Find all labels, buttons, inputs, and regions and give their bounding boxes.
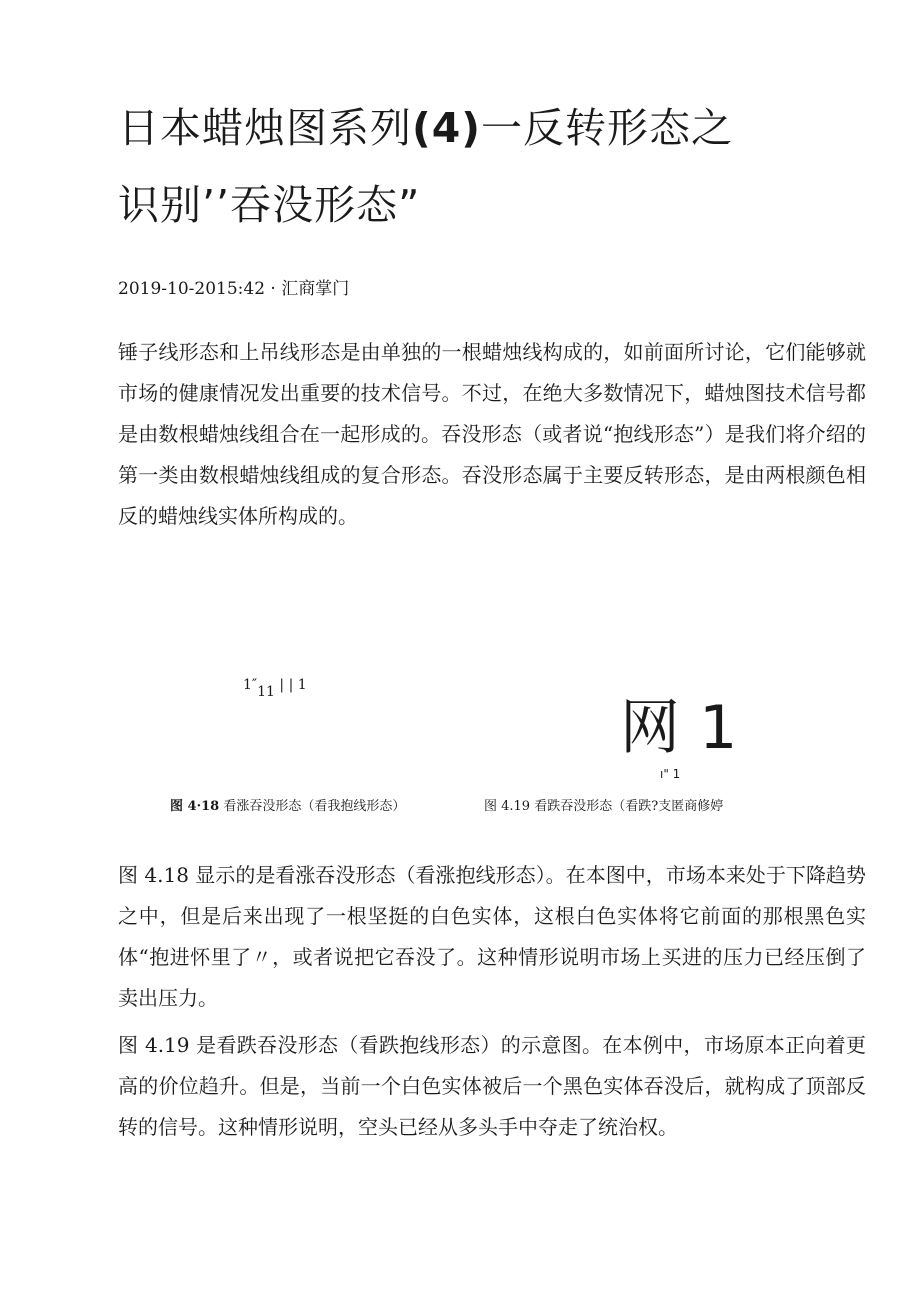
meta-separator: · <box>270 279 276 299</box>
figure-4-18-mark-sub: 11 <box>257 684 275 700</box>
figure-4-18-caption-text: 看涨吞没形态（看我抱线形态） <box>223 799 406 814</box>
article-source: 汇商掌门 <box>281 279 350 299</box>
page-title-line-2: 识别’’吞没形态” <box>118 181 421 229</box>
figure-4-19-graphic: 网 1 <box>620 693 738 763</box>
title-text-post: 一反转形态之 <box>481 104 734 152</box>
figure-4-19-label: 图 4.19 <box>484 799 531 814</box>
figure-4-18-mark-a: 1″ <box>243 677 258 693</box>
figure-4-18-graphic <box>243 677 307 700</box>
page-title-line-1 <box>118 104 818 152</box>
title-text-pre: 日本蜡烛图系列 <box>118 104 412 152</box>
figure-4-19-caption <box>484 795 723 814</box>
figure-4-19-description: 图 4.19 是看跌吞没形态（看跌抱线形态）的示意图。在本例中，市场原本正向着更高的价位趋升。但是，当前一个白色实体被后一个黑色实体吞没后，就构成了顶部反转的信号。这种情形说明，空头已经从多头手中夺走了统治权。 <box>118 1033 866 1139</box>
figure-4-19-caption-text: 看跌吞没形态（看跌?支匿商修婷 <box>534 799 724 814</box>
figure-4-18-mark-b: | | 1 <box>279 677 307 693</box>
figure-4-18-description: 图 4.18 显示的是看涨吞没形态（看涨抱线形态）。在本图中，市场本来处于下降趋势之中，但是后来出现了一根坚挺的白色实体，这根白色实体将它前面的那根黑色实体“抱进怀里了〃，或者说把它吞没了。这种情形说明市场上买进的压力已经压倒了卖出压力。 <box>118 863 866 1010</box>
figure-4-18-label: 图 4·18 <box>170 799 220 814</box>
intro-paragraph: 锤子线形态和上吊线形态是由单独的一根蜡烛线构成的，如前面所讨论，它们能够就市场的健康情况发出重要的技术信号。不过，在绝大多数情况下，蜡烛图技术信号都是由数根蜡烛线组合在一起形成的。吞没形态（或者说“抱线形态”）是我们将介绍的第一类由数根蜡烛线组成的复合形态。吞没形态属于主要反转形态，是由两根颜色相反的蜡烛线实体所构成的。 <box>118 340 866 528</box>
figure-4-19-marks: ı" 1 <box>660 767 681 781</box>
publish-date: 2019-10-2015:42 <box>118 279 266 299</box>
figure-4-18-caption <box>170 795 405 814</box>
title-series-number: (4) <box>412 104 482 152</box>
article-meta <box>118 274 349 299</box>
